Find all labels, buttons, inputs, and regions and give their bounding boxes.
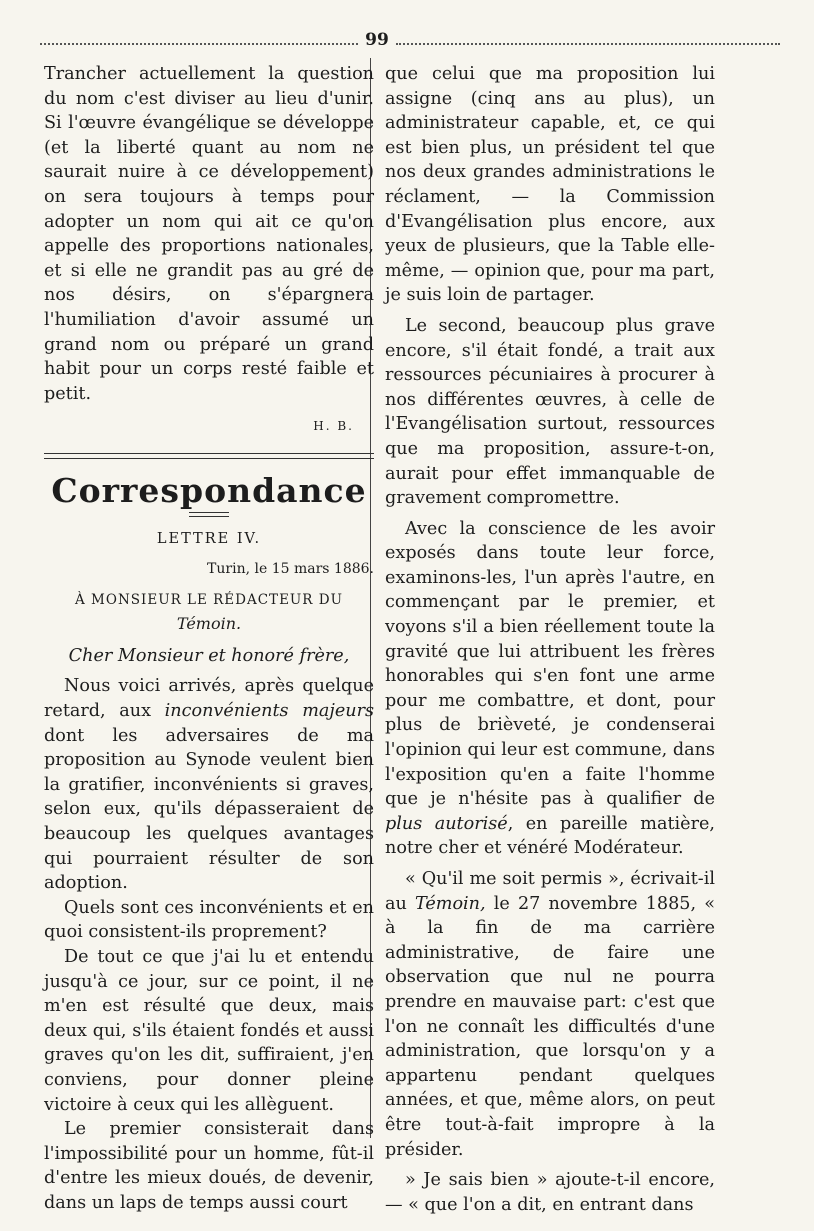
letter-paragraph [385, 517, 715, 861]
text-run: dont les adversaires de ma proposition au Synode veulent bien la gratifier, inconvénients si graves, selon eux, qu'ils dépasseraient de beaucoup les quelques avantages qui pourraient résulter de son adoption. [44, 725, 374, 894]
letter-paragraph [44, 674, 374, 895]
header-dotted-rule-right [396, 43, 780, 45]
right-column [385, 62, 715, 1217]
emphasis-text: inconvénients majeurs [164, 701, 375, 722]
letter-paragraph [385, 867, 715, 1162]
emphasis-text: plus autorisé [385, 813, 508, 834]
title-short-rule [189, 512, 229, 517]
section-title: Correspondance [51, 470, 367, 510]
author-signature: H. B. [313, 419, 354, 434]
letter-salutation: Cher Monsieur et honoré frère, [68, 645, 350, 666]
text-run: , en pareille matière, notre cher et vénéré Modérateur. [385, 813, 715, 859]
text-run: Nous voici arrivés, après quelque retard, aux [44, 676, 374, 722]
text-run: « Qu'il me soit permis », écrivait-il au [385, 869, 715, 914]
article-closing-paragraph: Trancher actuellement la question du nom c'est diviser au lieu d'unir. Si l'œuvre évangélique se développe (et la liberté quant au nom ne saurait nuire à ce développement) on sera toujours à temps pour adopter un nom qui ait ce qu'on appelle des proportions nationales, et si elle ne grandit pas au gré de nos désirs, on s'épargnera l'humiliation d'avoir assumé un grand nom ou préparé un grand habit pour un corps resté faible et petit. [44, 64, 374, 404]
letter-heading: LETTRE IV. [156, 530, 262, 547]
letter-paragraph: De tout ce que j'ai lu et entendu jusqu'à ce jour, sur ce point, il ne m'en est résulté que deux, mais deux qui, s'ils étaient fondés et aussi graves qu'on les dit, suffiraient, j'en conviens, pour donner pleine victoire à ceux qui les allèguent. [44, 947, 374, 1115]
section-double-rule [44, 453, 374, 459]
left-column [44, 62, 374, 1216]
address-journal: Témoin. [176, 614, 242, 634]
letter-paragraph: Le second, beaucoup plus grave encore, s'il était fondé, a trait aux ressources pécuniaires à procurer à nos différentes œuvres, à celle de l'Evangélisation surtout, ressources que ma proposition, assure-t-on, aurait pour effet immanquable de gravement compromettre. [385, 315, 715, 509]
page-number: 99 [365, 30, 389, 50]
text-run: le 27 novembre 1885, « à la fin de ma carrière administrative, de faire une observation que nul ne pourra prendre en mauvaise part: c'est que l'on ne connaît les difficultés d'une administration, que lorsqu'on y a appartenu pendant quelques années, et que, même alors, on peut être tout-à-fait impropre à la présider. [385, 893, 715, 1160]
letter-dateline: Turin, le 15 mars 1886. [207, 561, 374, 578]
letter-paragraph: Le premier consisterait dans l'impossibilité pour un homme, fût-il d'entre les mieux doués, de devenir, dans un laps de temps aussi court [44, 1119, 374, 1213]
letter-paragraph: que celui que ma proposition lui assigne (cinq ans au plus), un administrateur capable, et, ce qui est bien plus, un président tel que nos deux grandes administrations le réclament, — la Commission d'Evangélisation plus encore, aux yeux de plusieurs, que la Table elle-même, — opinion que, pour ma part, je suis loin de partager. [385, 64, 715, 306]
letter-address [44, 588, 374, 638]
page-header [40, 30, 780, 52]
letter-paragraph: » Je sais bien » ajoute-t-il encore, — « que l'on a dit, en entrant dans [385, 1170, 715, 1215]
letter-paragraph: Quels sont ces inconvénients et en quoi consistent-ils proprement? [44, 897, 374, 943]
emphasis-text: Témoin, [414, 893, 486, 914]
text-run: Avec la conscience de les avoir exposés dans toute leur force, examinons-les, l'un après l'autre, en commençant par le premier, et voyons s'il a bien réellement toute la gravité que lui attribuent les frères honorables qui s'en font une arme pour me combattre, et dont, pour plus de brièveté, je condenserai l'opinion qui leur est commune, dans l'exposition qu'en a faite l'homme que je n'hésite pas à qualifier de [385, 518, 715, 810]
header-dotted-rule-left [40, 43, 358, 45]
address-prefix: À MONSIEUR LE RÉDACTEUR DU [75, 591, 343, 608]
